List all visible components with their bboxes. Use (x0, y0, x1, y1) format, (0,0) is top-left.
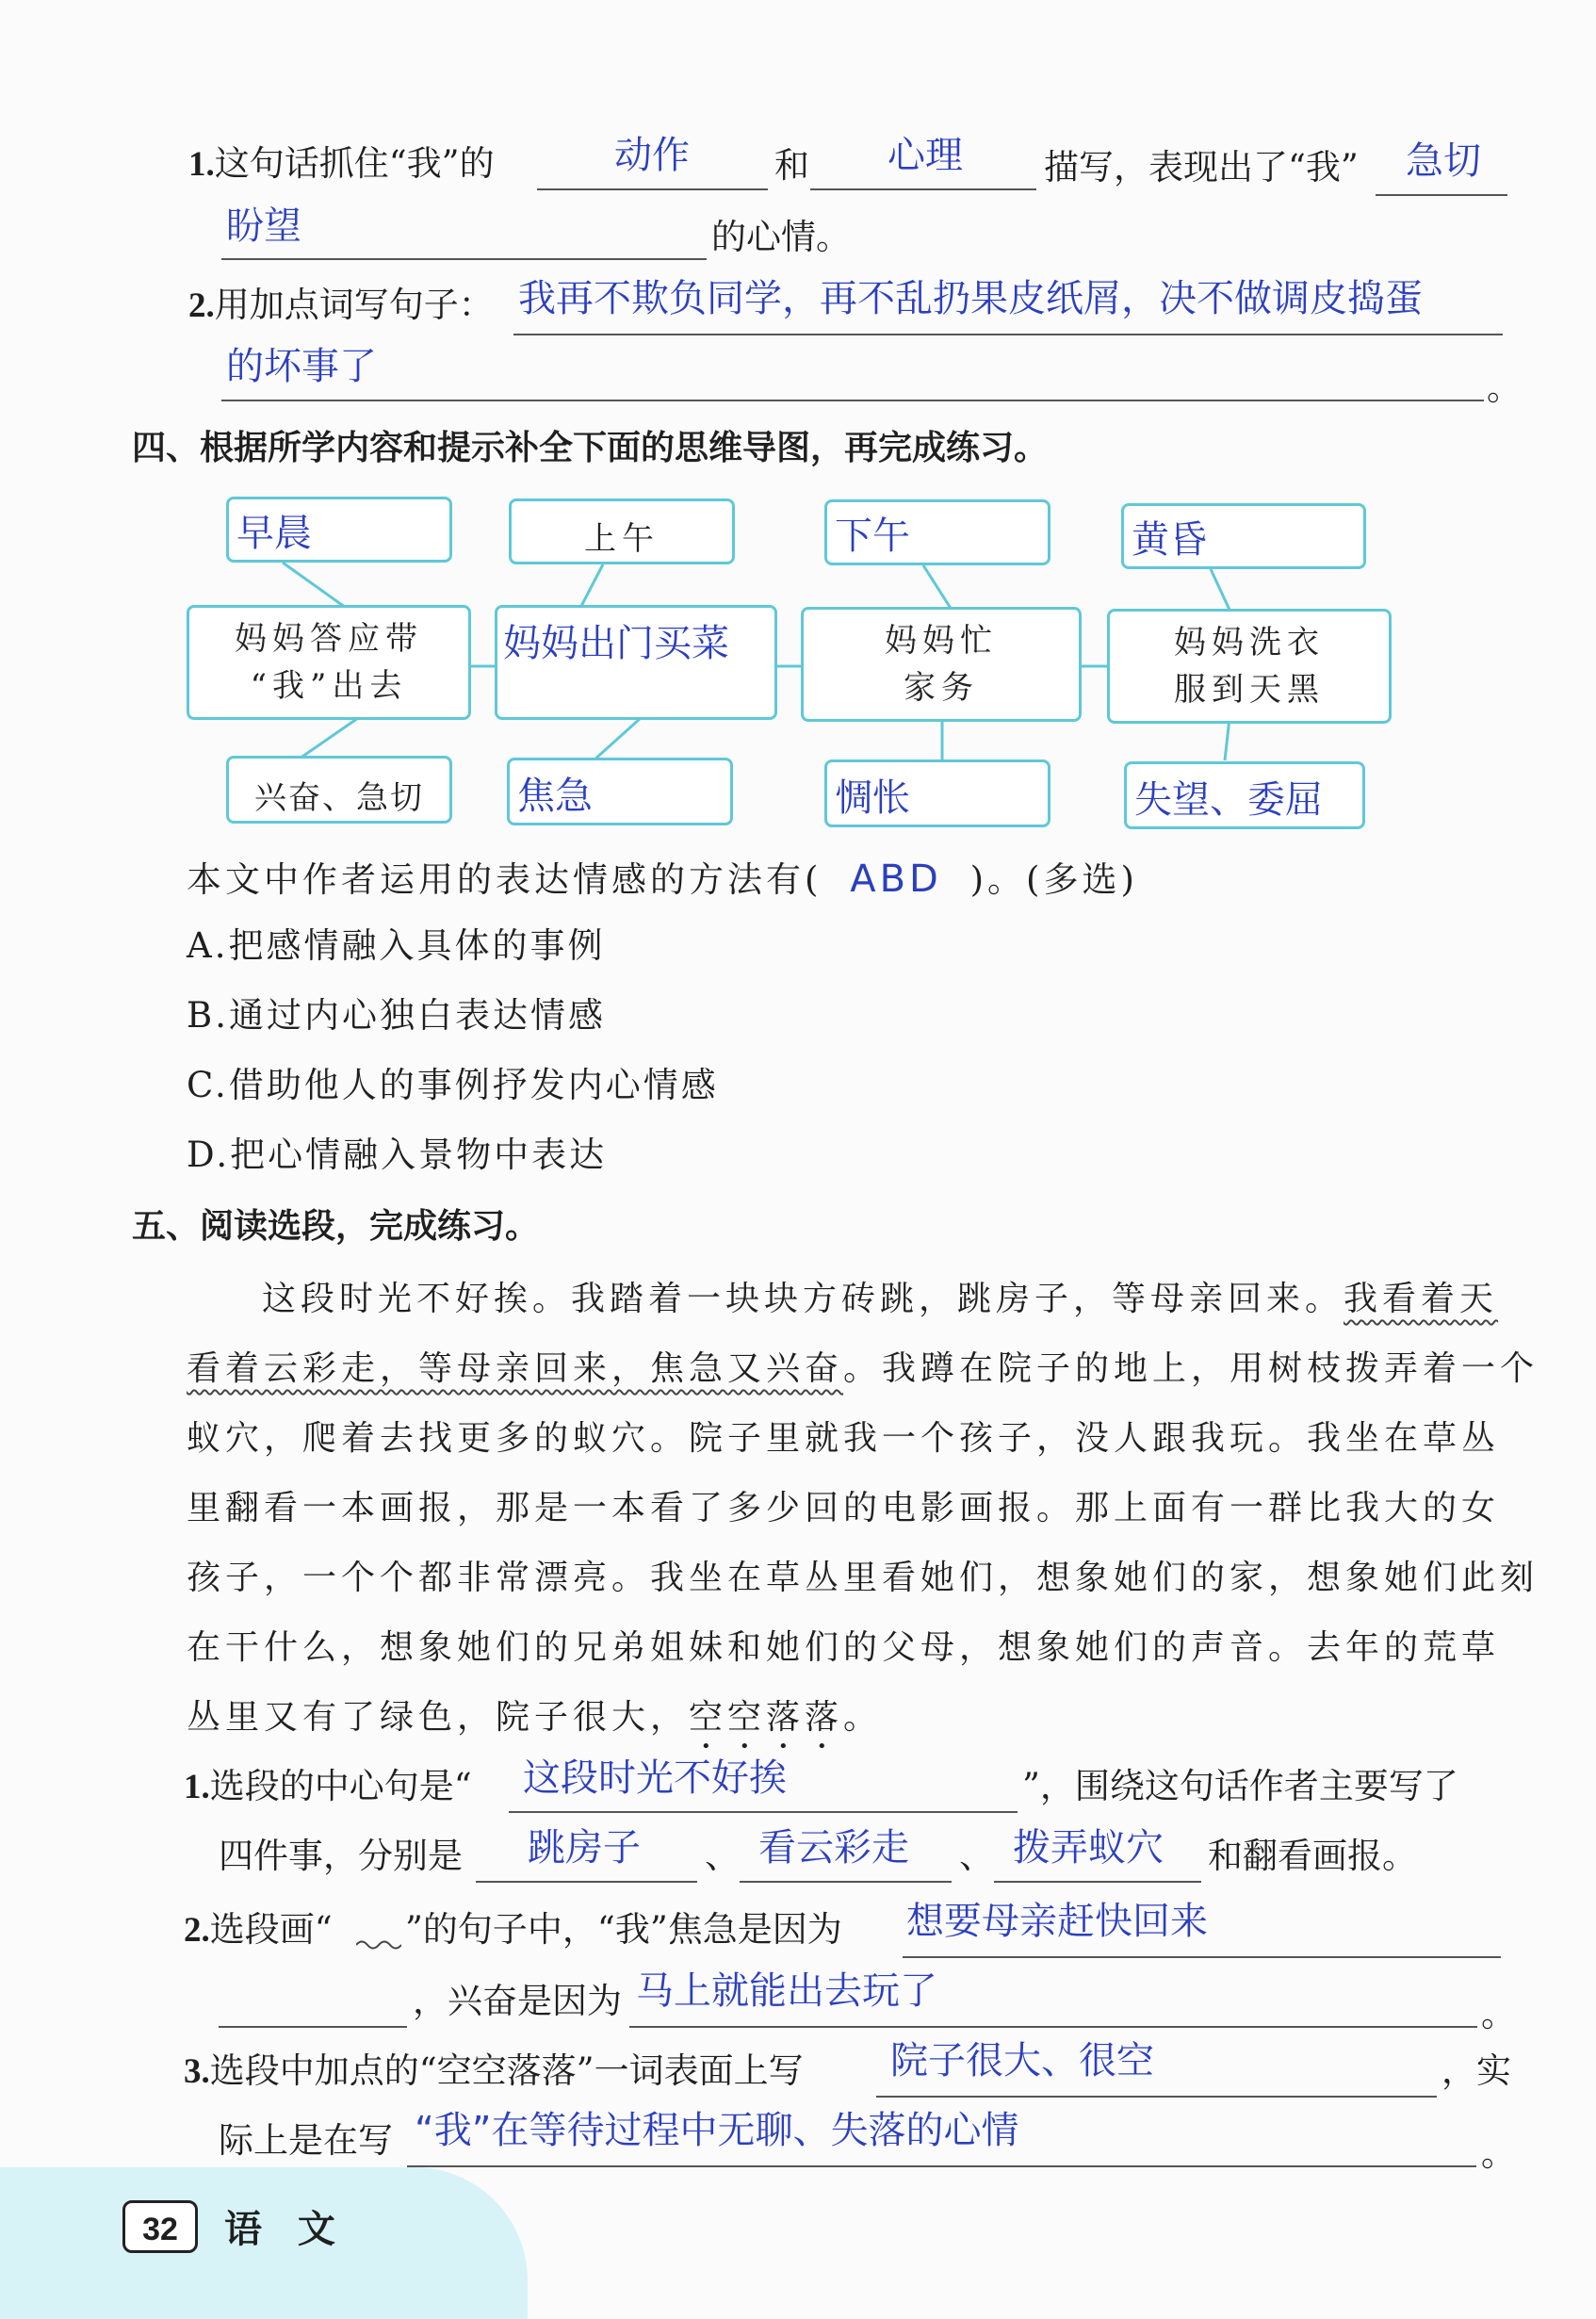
mindmap-time-box (226, 497, 452, 563)
handwritten-answer: 动作 (614, 134, 690, 177)
question-text: 这句话抓住“我”的 (214, 143, 495, 184)
mindmap-event-box (1107, 609, 1392, 724)
mindmap-feeling-box (824, 759, 1050, 827)
mindmap-time-box (1121, 503, 1366, 569)
passage-line (187, 1683, 882, 1756)
mindmap-given-text: 妈妈答应带 “我”出去 (235, 620, 423, 705)
question-number: 2. (188, 286, 215, 325)
question-text: 本文中作者运用的表达情感的方法有( (187, 859, 822, 900)
connector-line (1225, 718, 1230, 760)
wavy-underlined-text: 我看着天 (1344, 1280, 1499, 1318)
handwritten-answer: 这段时光不好挨 (523, 1756, 787, 1800)
answer-blank (476, 1881, 697, 1883)
connector-line (579, 564, 603, 610)
handwritten-answer: 跳房子 (528, 1826, 641, 1870)
mindmap-filled-answer: 下午 (835, 514, 910, 558)
mindmap-event-box (187, 605, 471, 720)
answer-blank (509, 1811, 1018, 1813)
mindmap-given-text: 妈妈洗衣 服到天黑 (1174, 624, 1325, 709)
question-text: 选段画“ (209, 1909, 333, 1950)
handwritten-answer: 急切 (1406, 139, 1481, 183)
mindmap-filled-answer: 焦急 (517, 775, 593, 818)
mindmap-given-text: 兴奋、急切 (254, 779, 424, 817)
mindmap-time-box (824, 499, 1050, 565)
handwritten-answer: 的坏事了 (226, 345, 377, 388)
subject-label: 语 文 (224, 2208, 347, 2251)
q5-1-line1 (184, 1764, 472, 1810)
separator: 、 (705, 1836, 740, 1876)
answer-blank (407, 2165, 1476, 2167)
handwritten-answer: 马上就能出去玩了 (636, 1969, 937, 2013)
handwritten-answer: ABD (850, 857, 942, 901)
sentence-end: 。 (1487, 367, 1522, 408)
connector-line (1211, 569, 1230, 610)
question-text: 四件事，分别是 (219, 1836, 463, 1876)
handwritten-answer: 拨弄蚁穴 (1013, 1826, 1164, 1870)
mindmap-filled-answer: 失望、委屈 (1134, 778, 1323, 822)
page-number: 32 (122, 2200, 198, 2253)
handwritten-answer: 想要母亲赶快回来 (906, 1900, 1208, 1943)
passage-line (187, 1334, 1539, 1404)
mindmap-event-box (495, 605, 777, 720)
sentence-end: 。 (1481, 1994, 1516, 2034)
question-number: 1. (188, 145, 215, 184)
question-text: ，实 (1441, 2050, 1511, 2091)
methods-question (187, 856, 1138, 903)
question-text: 的心情。 (711, 217, 851, 257)
passage-line: 孩子，一个个都非常漂亮。我坐在草丛里看她们，想象她们的家，想象她们此刻 (187, 1559, 1539, 1597)
mindmap-filled-answer: 惆怅 (835, 776, 910, 820)
mindmap-filled-answer: 妈妈出门买菜 (503, 622, 729, 665)
wavy-underlined-text: 看着云彩走，等母亲回来，焦急又兴奋 (187, 1349, 844, 1388)
handwritten-answer: 看云彩走 (758, 1826, 909, 1870)
q5-3-line1 (184, 2049, 804, 2095)
dotted-emphasis-text: 空空落落 (689, 1698, 844, 1737)
question-number: 2. (184, 1911, 210, 1950)
question-text: ”，围绕这句话作者主要写了 (1022, 1766, 1458, 1806)
connector-line (283, 563, 349, 610)
question-number: 1. (184, 1768, 210, 1806)
question-text: 用加点词写句子： (214, 285, 494, 325)
question-text: 和 (774, 145, 809, 186)
question-text: 选段中加点的“空空落落”一词表面上写 (209, 2050, 804, 2091)
passage-text: 这段时光不好挨。我踏着一块块方砖跳，跳房子，等母亲回来。 (262, 1280, 1344, 1318)
handwritten-answer: 心理 (888, 134, 963, 177)
handwritten-answer: 盼望 (226, 204, 301, 248)
mindmap-feeling-box (226, 756, 452, 824)
mindmap-filled-answer: 早晨 (236, 512, 312, 555)
answer-blank (876, 2096, 1437, 2098)
question-text: ”的句子中，“我”焦急是因为 (405, 1909, 842, 1950)
mindmap-given-text: 妈妈忙 家务 (885, 622, 998, 707)
mindmap-filled-answer: 黄昏 (1132, 518, 1207, 562)
connector-line (297, 718, 358, 760)
mindmap-feeling-box (1124, 761, 1365, 829)
question-text: ，兴奋是因为 (413, 1981, 622, 2021)
mindmap-time-box (509, 498, 735, 564)
option-a: A.把感情融入具体的事例 (187, 925, 606, 966)
answer-blank (740, 1881, 952, 1883)
answer-blank (903, 1956, 1501, 1958)
question-text: 描写，表现出了“我” (1044, 147, 1359, 188)
handwritten-answer: 我再不欺负同学，再不乱扔果皮纸屑，决不做调皮捣蛋 (518, 277, 1423, 320)
section-5-heading: 五、阅读选段，完成练习。 (132, 1207, 540, 1246)
passage-line (262, 1265, 1498, 1334)
connector-line (923, 565, 952, 610)
option-d: D.把心情融入景物中表达 (187, 1135, 608, 1175)
passage-text: 。我蹲在院子的地上，用树枝拨弄着一个 (843, 1349, 1539, 1388)
handwritten-answer: 院子很大、很空 (890, 2039, 1154, 2082)
q5-2-line1 (184, 1907, 333, 1953)
answer-blank (629, 2026, 1477, 2028)
passage-text: 丛里又有了绿色，院子很大， (187, 1698, 690, 1737)
passage-line: 蚁穴，爬着去找更多的蚁穴。院子里就我一个孩子，没人跟我玩。我坐在草丛 (187, 1419, 1501, 1458)
mindmap-event-box (801, 607, 1082, 722)
answer-blank (219, 2026, 407, 2028)
passage-line: 里翻看一本画报，那是一本看了多少回的电影画报。那上面有一群比我大的女 (187, 1489, 1501, 1527)
passage-text: 。 (843, 1698, 883, 1737)
option-c: C.借助他人的事例抒发内心情感 (187, 1065, 719, 1105)
question-number: 3. (184, 2052, 210, 2091)
passage-line: 在干什么，想象她们的兄弟姐妹和她们的父母，想象她们的声音。去年的荒草 (187, 1628, 1501, 1667)
handwritten-answer: “我”在等待过程中无聊、失落的心情 (415, 2109, 1019, 2152)
question-text: )。(多选) (969, 859, 1138, 900)
question-text: 和翻看画报。 (1208, 1836, 1417, 1876)
section-4-heading: 四、根据所学内容和提示补全下面的思维导图，再完成练习。 (132, 429, 1049, 467)
mindmap-given-text: 上午 (584, 520, 660, 558)
sentence-end: 。 (1481, 2133, 1516, 2174)
mindmap-feeling-box (507, 758, 733, 825)
question-text: 际上是在写 (219, 2120, 393, 2161)
question-text: 选段的中心句是“ (209, 1766, 472, 1806)
separator: 、 (959, 1836, 994, 1876)
connector-line (594, 718, 641, 760)
wavy-line-sample (356, 1937, 401, 1951)
wavy-line-icon (356, 1938, 401, 1952)
answer-blank (994, 1881, 1201, 1883)
option-b: B.通过内心独白表达情感 (187, 995, 606, 1036)
